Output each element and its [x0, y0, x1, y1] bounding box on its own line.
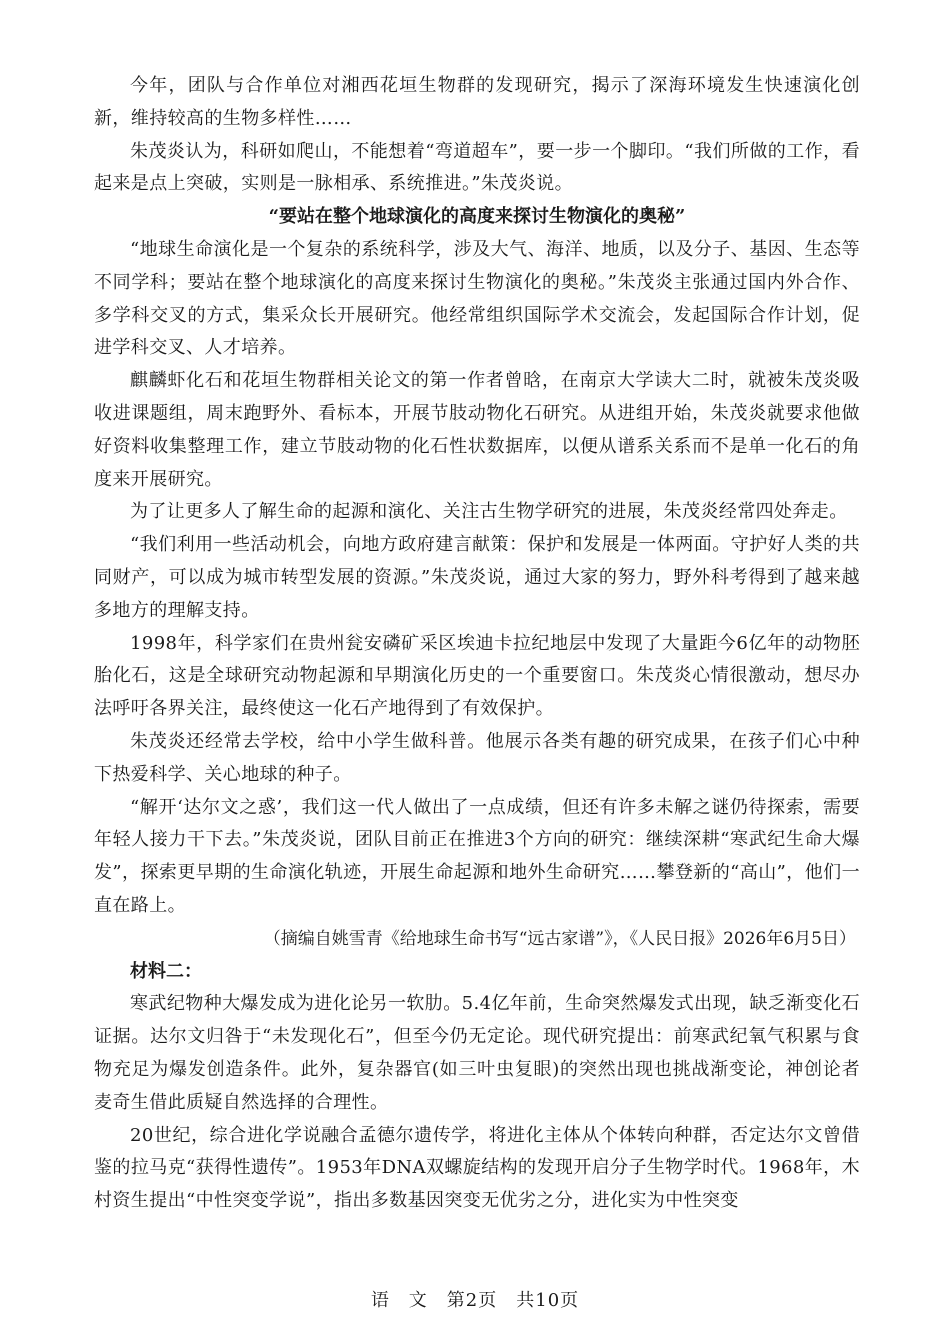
paragraph: 朱茂炎认为，科研如爬山，不能想着“弯道超车”，要一步一个脚印。“我们所做的工作，看起来是点上突破，实则是一脉相承、系统推进。”朱茂炎说。	[94, 140, 860, 195]
paragraph: 今年，团队与合作单位对湘西花垣生物群的发现研究，揭示了深海环境发生快速演化创新，维持较高的生物多样性……	[94, 75, 860, 129]
article-body	[94, 70, 860, 1218]
paragraph: 麒麟虾化石和花垣生物群相关论文的第一作者曾晗，在南京大学读大二时，就被朱茂炎吸收进课题组，周末跑野外、看标本，开展节肢动物化石研究。从进组开始，朱茂炎就要求他做好资料收集整理工作，建立节肢动物的化石性状数据库，以便从谱系关系而不是单一化石的角度来开展研究。	[94, 370, 860, 490]
paragraph: “我们利用一些活动机会，向地方政府建言献策：保护和发展是一体两面。守护好人类的共同财产，可以成为城市转型发展的资源。”朱茂炎说，通过大家的努力，野外科考得到了越来越多地方的理解支持。	[94, 534, 860, 621]
paragraph: 20世纪，综合进化学说融合孟德尔遗传学，将进化主体从个体转向种群，否定达尔文曾借鉴的拉马克“获得性遗传”。1953年DNA双螺旋结构的发现开启分子生物学时代。1968年，木村资生提出“中性突变学说”，指出多数基因突变无优劣之分，进化实为中性突变	[94, 1124, 860, 1212]
paragraph: 为了让更多人了解生命的起源和演化、关注古生物学研究的进展，朱茂炎经常四处奔走。	[130, 501, 848, 523]
paragraph: 1998年，科学家们在贵州瓮安磷矿采区埃迪卡拉纪地层中发现了大量距今6亿年的动物胚胎化石，这是全球研究动物起源和早期演化历史的一个重要窗口。朱茂炎心情很激动，想尽办法呼吁各界关注，最终使这一化石产地得到了有效保护。	[94, 632, 860, 720]
source-citation: （摘编自姚雪青《给地球生命书写“远古家谱”》，《人民日报》2026年6月5日）	[263, 928, 856, 949]
paragraph: 寒武纪物种大爆发成为进化论另一软肋。5.4亿年前，生命突然爆发式出现，缺乏渐变化石证据。达尔文归咎于“未发现化石”，但至今仍无定论。现代研究提出：前寒武纪氧气积累与食物充足为爆发创造条件。此外，复杂器官(如三叶虫复眼)的突然出现也挑战渐变论，神创论者麦奇生借此质疑自然选择的合理性。	[94, 993, 860, 1113]
section-heading: “要站在整个地球演化的高度来探讨生物演化的奥秘”	[268, 206, 686, 228]
page-footer: 语 文 第2页 共10页	[370, 1290, 580, 1311]
paragraph: “解开‘达尔文之惑’，我们这一代人做出了一点成绩，但还有许多未解之谜仍待探索，需要年轻人接力干下去。”朱茂炎说，团队目前正在推进3个方向的研究：继续深耕“寒武纪生命大爆发”，探索更早期的生命演化轨迹，开展生命起源和地外生命研究……攀登新的“高山”，他们一直在路上。	[94, 796, 860, 916]
material-label: 材料二：	[130, 960, 202, 982]
paragraph: “地球生命演化是一个复杂的系统科学，涉及大气、海洋、地质，以及分子、基因、生态等不同学科；要站在整个地球演化的高度来探讨生物演化的奥秘。”朱茂炎主张通过国内外合作、多学科交叉的方式，集采众长开展研究。他经常组织国际学术交流会，发起国际合作计划，促进学科交叉、人才培养。	[94, 238, 860, 359]
paragraph: 朱茂炎还经常去学校，给中小学生做科普。他展示各类有趣的研究成果，在孩子们心中种下热爱科学、关心地球的种子。	[94, 730, 860, 785]
